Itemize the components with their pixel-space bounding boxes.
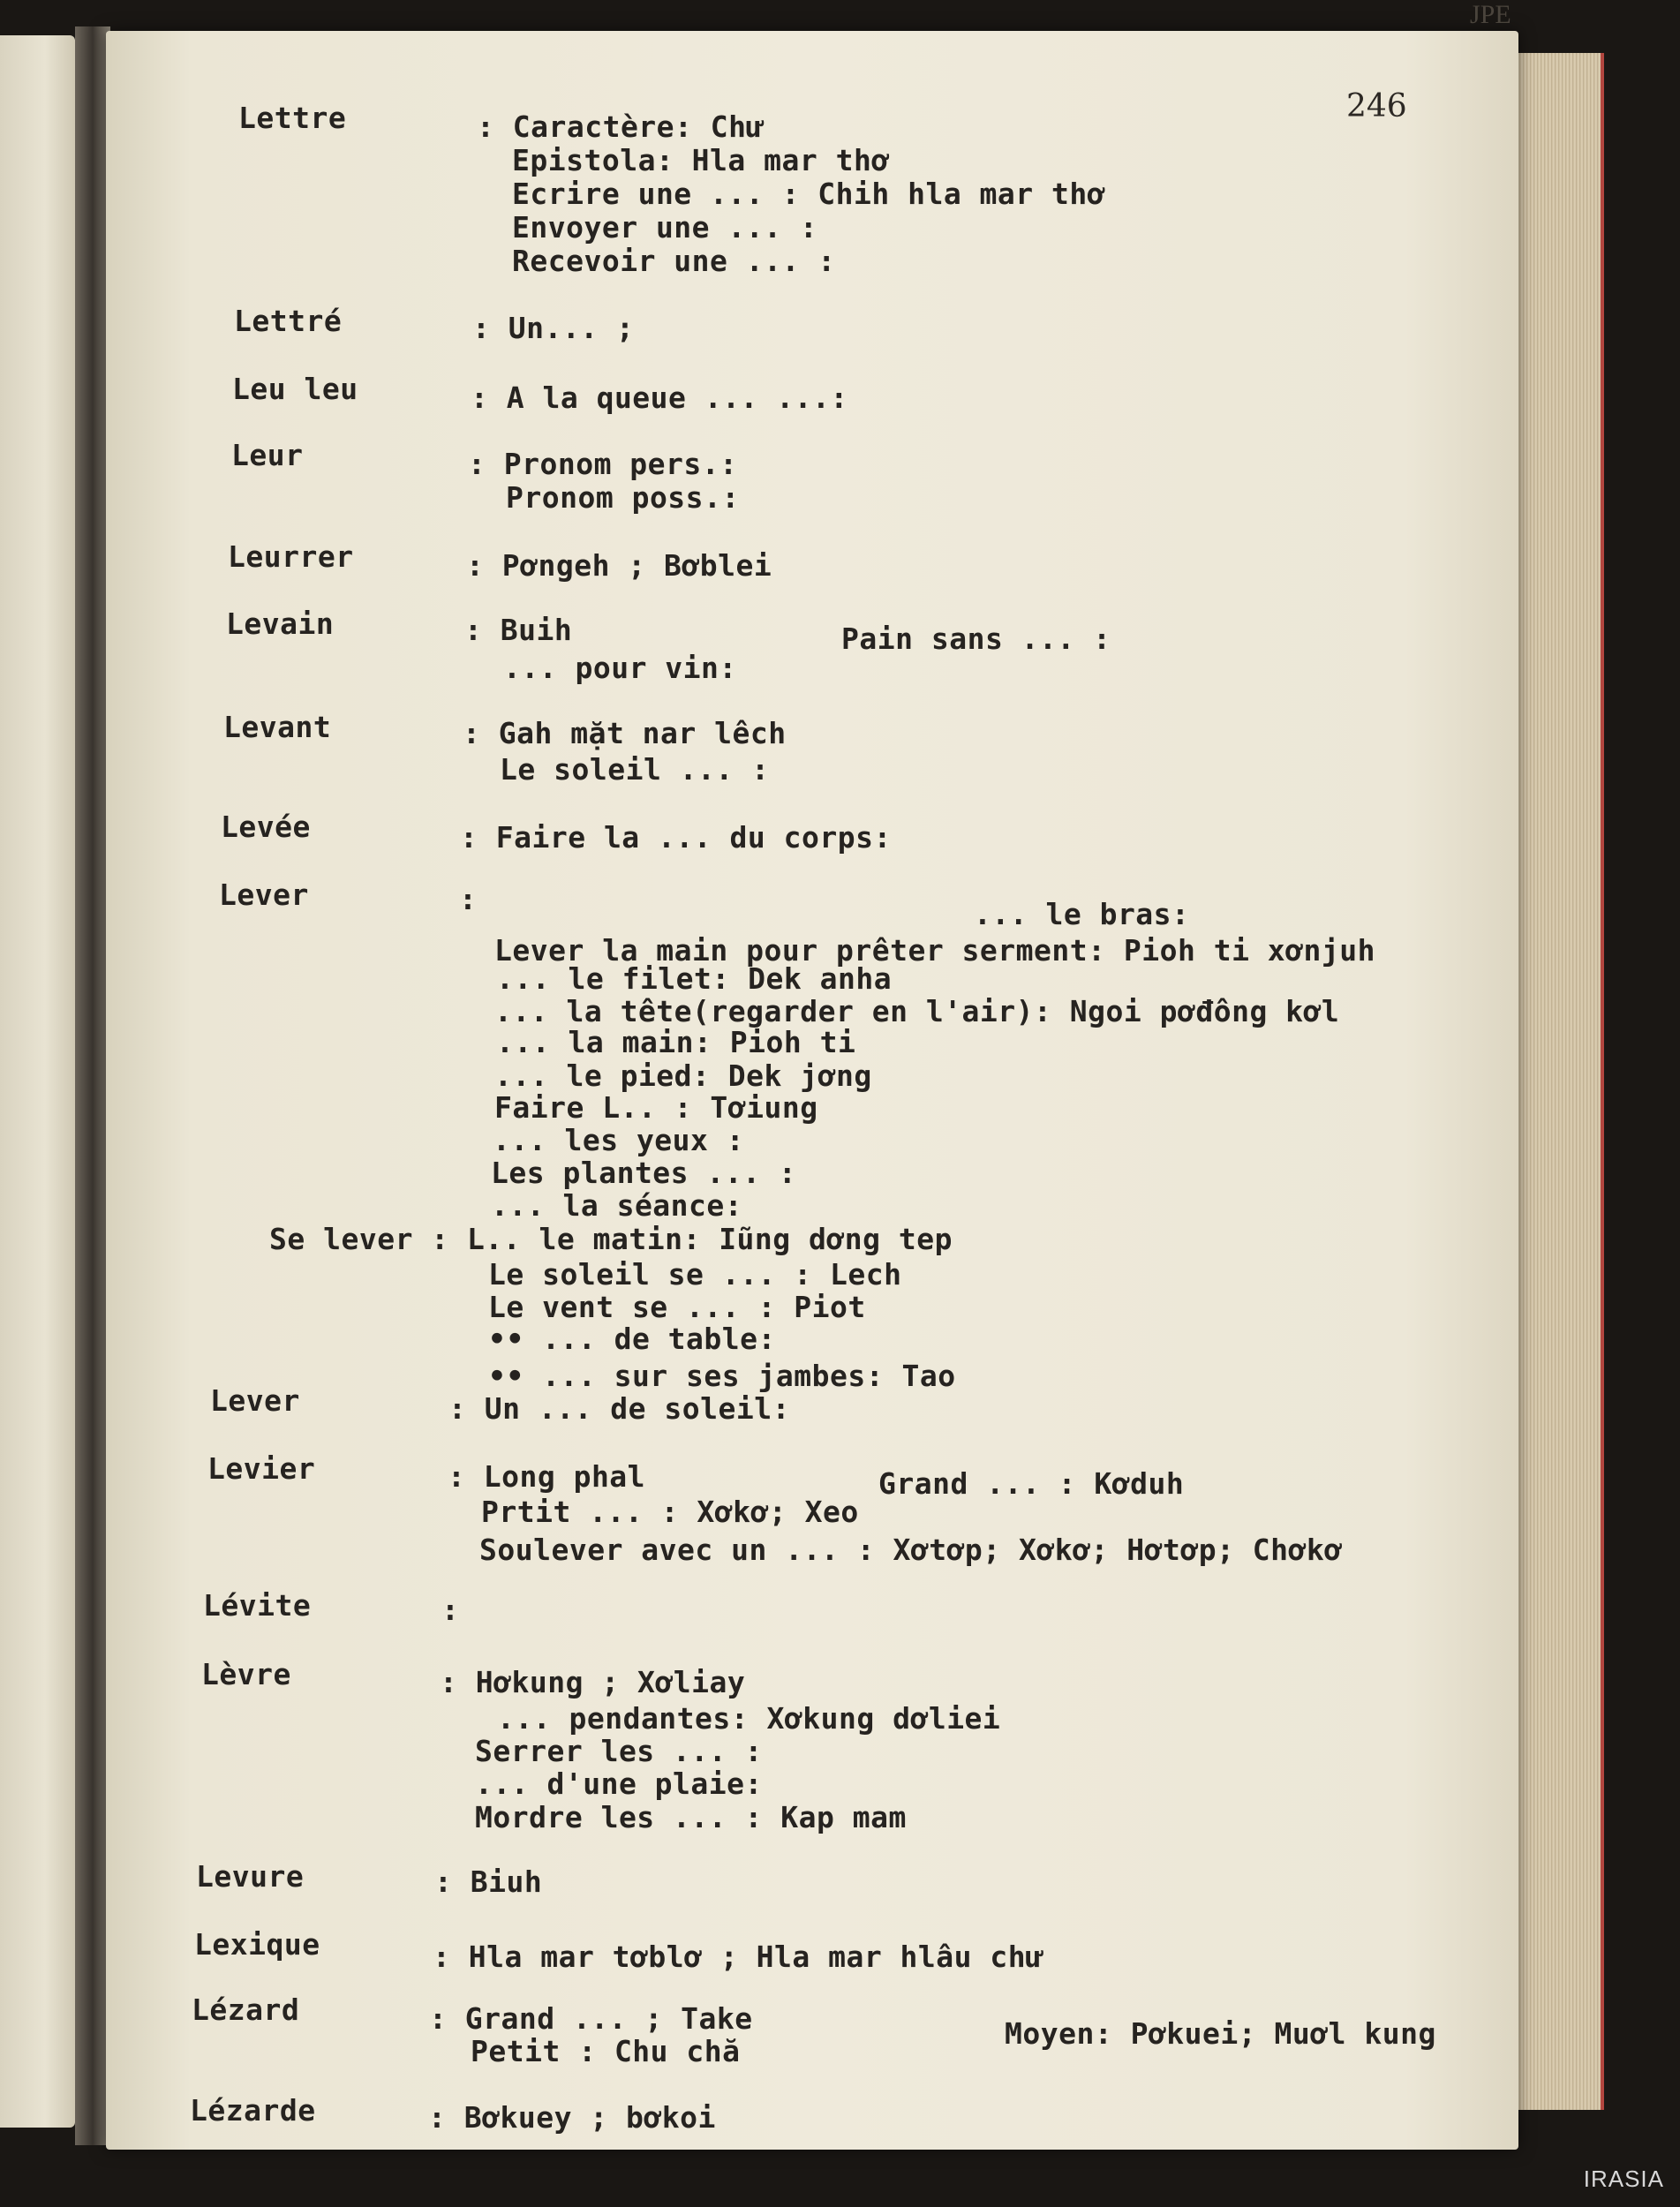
- entry-line: : Grand ... ; Take: [429, 2001, 753, 2036]
- entry-line: Leu leu: [232, 372, 358, 406]
- corner-fragment: JPE: [1470, 0, 1511, 29]
- entry-line: Levain: [226, 606, 335, 641]
- entry-line: Envoyer une ... :: [512, 210, 818, 245]
- entry-line: Levant: [223, 710, 332, 744]
- entry-line: Lever: [210, 1383, 300, 1418]
- entry-line: Grand ... : Kơduh: [878, 1466, 1185, 1501]
- entry-line: Levée: [221, 810, 311, 844]
- watermark-logo: IRASIA: [1583, 2166, 1664, 2192]
- entry-line: Lèvre: [201, 1657, 291, 1691]
- entry-line: Lexique: [194, 1927, 320, 1962]
- entry-line: Mordre les ... : Kap mam: [475, 1800, 907, 1834]
- entry-line: Lévite: [203, 1588, 312, 1623]
- entry-line: : Faire la ... du corps:: [460, 820, 892, 855]
- entry-line: Les plantes ... :: [491, 1156, 797, 1190]
- entry-line: : Pơngeh ; Bơblei: [466, 548, 772, 583]
- entry-line: : Buih: [464, 613, 573, 647]
- entry-line: Le soleil se ... : Lech: [488, 1257, 902, 1292]
- entry-line: :: [459, 882, 478, 916]
- entry-line: Petit : Chu chă: [471, 2034, 741, 2068]
- entry-line: Serrer les ... :: [475, 1734, 763, 1768]
- entry-line: : Gah mặt nar lêch: [463, 716, 787, 750]
- entry-line: ... le filet: Dek anha: [496, 961, 893, 996]
- entry-line: ... le pied: Dek jơng: [494, 1058, 872, 1093]
- entry-line: Epistola: Hla mar thơ: [512, 143, 890, 177]
- entry-line: Levier: [207, 1451, 316, 1486]
- entry-line: : Long phal: [448, 1459, 646, 1494]
- entry-line: Ecrire une ... : Chih hla mar thơ: [512, 177, 1106, 211]
- entry-line: : Un ... de soleil:: [448, 1391, 790, 1426]
- entry-line: Recevoir une ... :: [512, 244, 836, 278]
- page-number: 246: [1346, 88, 1407, 124]
- entry-line: : Hla mar tơblơ ; Hla mar hlâu chư: [433, 1940, 1044, 1974]
- entry-line: Faire L.. : Tơiung: [494, 1090, 818, 1125]
- entry-line: ... la séance:: [491, 1188, 743, 1223]
- entry-line: ... pendantes: Xơkung dơliei: [497, 1701, 1001, 1736]
- entry-line: Moyen: Pơkuei; Muơl kung: [1005, 2016, 1436, 2051]
- entry-line: Lettré: [234, 304, 343, 338]
- entry-line: :: [441, 1593, 460, 1627]
- entry-line: Le vent se ... : Piot: [488, 1290, 866, 1324]
- entry-line: Levure: [196, 1859, 305, 1894]
- entry-line: Lever: [219, 878, 309, 912]
- entry-line: Se lever : L.. le matin: Iũng dơng tep: [269, 1222, 953, 1256]
- entry-line: Lézard: [192, 1992, 300, 2027]
- entry-line: ... pour vin:: [503, 651, 737, 685]
- entry-line: •• ... sur ses jambes: Tao: [488, 1359, 956, 1393]
- entry-line: : Bơkuey ; bơkoi: [428, 2100, 716, 2135]
- entry-line: Prtit ... : Xơkơ; Xeo: [481, 1495, 859, 1529]
- entry-line: ... la tête(regarder en l'air): Ngoi pơđông kơl: [494, 994, 1340, 1028]
- entry-line: Soulever avec un ... : Xơtơp; Xơkơ; Hơtơp; Chơkơ: [479, 1533, 1343, 1567]
- entry-line: Leur: [231, 438, 304, 472]
- entry-line: Lettre: [238, 101, 347, 135]
- entry-line: : Pronom pers.:: [468, 447, 738, 481]
- entry-line: : Hơkung ; Xơliay: [440, 1665, 746, 1699]
- entry-line: ... la main: Pioh ti: [496, 1025, 856, 1059]
- entry-line: Pronom poss.:: [506, 480, 740, 515]
- entry-line: : A la queue ... ...:: [471, 380, 848, 415]
- entry-line: •• ... de table:: [488, 1322, 776, 1356]
- entry-line: Leurrer: [228, 539, 354, 574]
- entry-line: Le soleil ... :: [500, 752, 770, 787]
- entry-line: ... le bras:: [974, 897, 1190, 931]
- entry-line: Lever la main pour prêter serment: Pioh ti xơnjuh: [494, 933, 1376, 968]
- entry-line: : Biuh: [434, 1864, 543, 1899]
- entry-line: Lézarde: [190, 2093, 316, 2128]
- entry-line: ... d'une plaie:: [475, 1766, 763, 1801]
- entry-line: Pain sans ... :: [841, 621, 1111, 656]
- entry-line: : Caractère: Chư: [477, 109, 765, 144]
- entry-line: ... les yeux :: [493, 1123, 745, 1157]
- entry-line: : Un... ;: [472, 311, 635, 345]
